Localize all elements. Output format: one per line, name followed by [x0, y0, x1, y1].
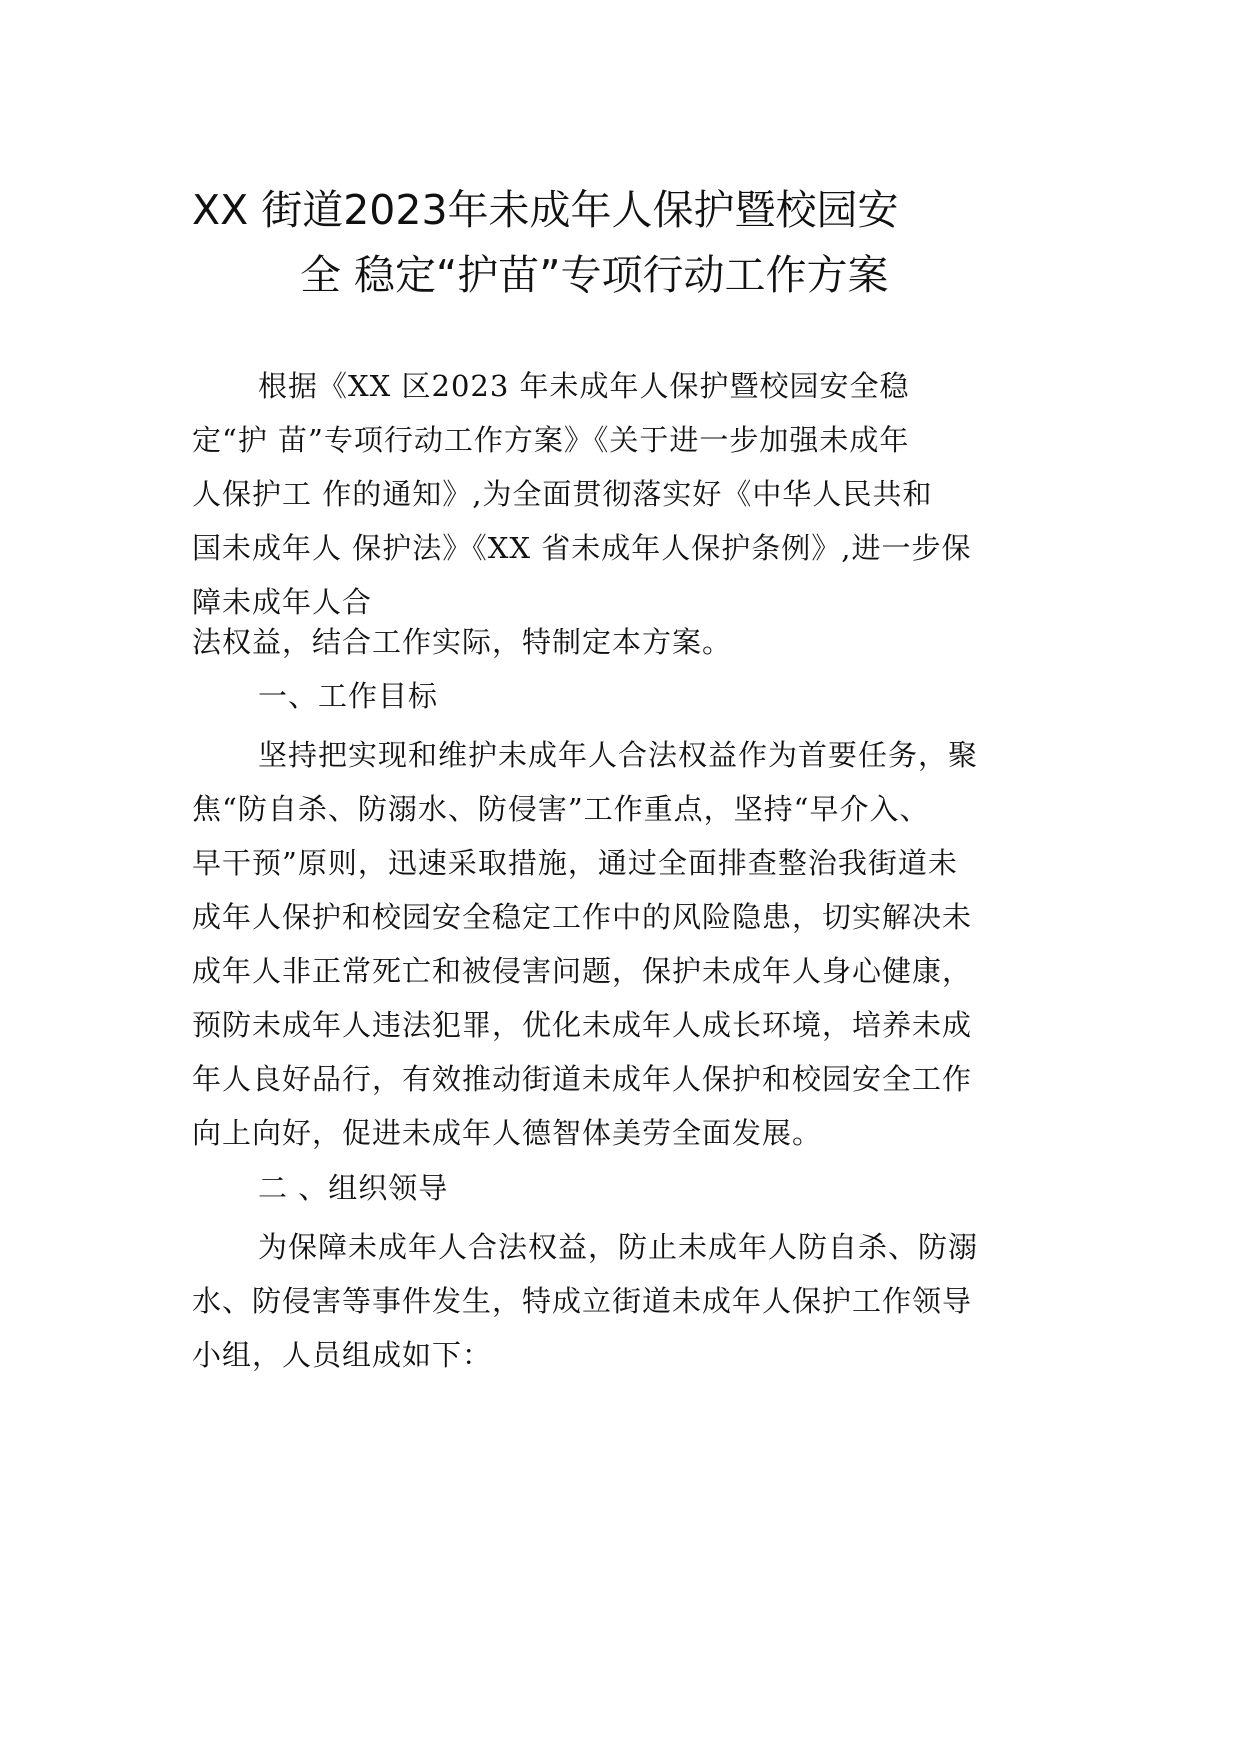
intro-line-2: 定“护 苗”专项行动工作方案》《关于进一步加强未成年	[192, 423, 910, 457]
intro-line-6: 法权益，结合工作实际，特制定本方案。	[192, 625, 733, 659]
intro-line-4: 国未成年人 保护法》《XX 省未成年人保护条例》,进一步保	[192, 531, 972, 565]
section-1-line-5: 成年人非正常死亡和被侵害问题，保护未成年人身心健康，	[192, 954, 973, 988]
section-1-line-2: 焦“防自杀、防溺水、防侵害”工作重点，坚持“早介入、	[192, 792, 930, 826]
intro-line-5: 障未成年人合	[192, 585, 373, 619]
document-title-line-2: 全 稳定“护苗”专项行动工作方案	[300, 251, 889, 299]
intro-line-3: 人保护工 作的通知》,为全面贯彻落实好《中华人民共和	[192, 477, 933, 511]
section-1-line-7: 年人良好品行，有效推动街道未成年人保护和校园安全工作	[192, 1062, 973, 1096]
section-2-line-1: 为保障未成年人合法权益，防止未成年人防自杀、防溺	[258, 1230, 979, 1264]
intro-line-1: 根据《XX 区2023 年未成年人保护暨校园安全稳	[258, 369, 910, 403]
section-2-heading: 二 、组织领导	[258, 1171, 449, 1205]
section-1-line-8: 向上向好，促进未成年人德智体美劳全面发展。	[192, 1116, 823, 1150]
document-title-line-1: XX 街道2023年未成年人保护暨校园安	[192, 186, 899, 234]
section-1-line-4: 成年人保护和校园安全稳定工作中的风险隐患，切实解决未	[192, 900, 973, 934]
section-1-line-1: 坚持把实现和维护未成年人合法权益作为首要任务，聚	[258, 738, 979, 772]
section-1-line-6: 预防未成年人违法犯罪，优化未成年人成长环境，培养未成	[192, 1008, 973, 1042]
section-1-line-3: 早干预”原则，迅速采取措施，通过全面排查整治我街道未	[192, 846, 958, 880]
section-1-heading: 一、工作目标	[258, 679, 439, 713]
section-2-line-3: 小组，人员组成如下：	[192, 1338, 493, 1372]
section-2-line-2: 水、防侵害等事件发生，特成立街道未成年人保护工作领导	[192, 1284, 973, 1318]
